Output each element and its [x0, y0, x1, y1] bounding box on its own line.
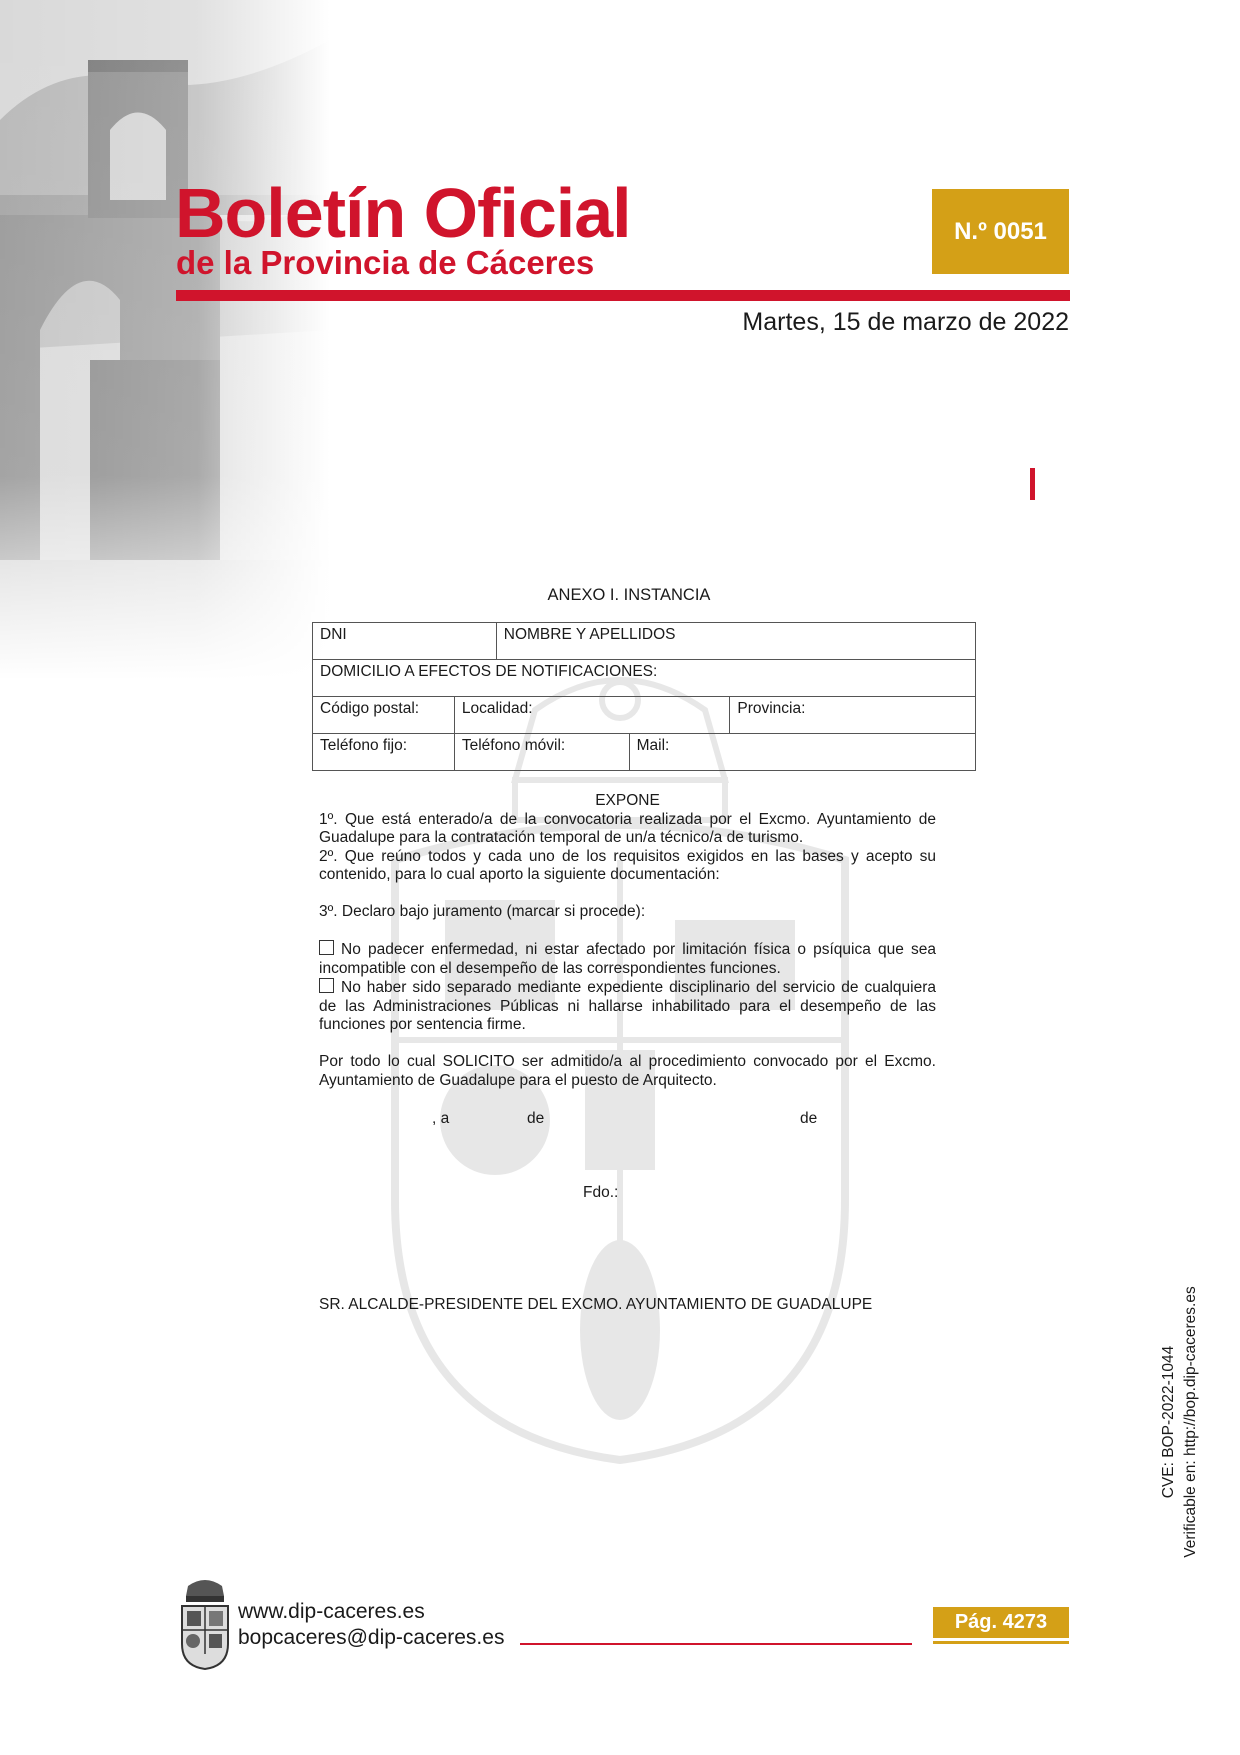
checkbox-2[interactable]	[319, 978, 334, 993]
bulletin-title: Boletín Oficial	[175, 174, 631, 252]
declaration-option-2-text: No haber sido separado mediante expediente disciplinario del servicio de cualquiera de las Administraciones Públicas ni hallarse inhabilitado para el desempeño de las funciones por sentencia firme.	[319, 979, 936, 1033]
declaration-option-1	[319, 940, 936, 978]
verification-url[interactable]: Verificable en: http://bop.dip-caceres.es	[1182, 1286, 1199, 1558]
footer-divider	[520, 1643, 912, 1645]
signature-place: , a	[432, 1110, 450, 1127]
address-cell: DOMICILIO A EFECTOS DE NOTIFICACIONES:	[313, 660, 976, 697]
applicant-data-table	[312, 622, 976, 771]
declaration-option-2	[319, 978, 936, 1035]
locality-cell: Localidad:	[454, 697, 730, 734]
province-coat-of-arms-icon	[178, 1574, 232, 1670]
addressee: SR. ALCALDE-PRESIDENTE DEL EXCMO. AYUNTAMIENTO DE GUADALUPE	[319, 1296, 873, 1313]
paragraph-1: 1º. Que está enterado/a de la convocatoria realizada por el Excmo. Ayuntamiento de Guadalupe para la contratación temporal de un/a técnico/a de turismo.	[319, 810, 936, 846]
cve-verification	[1158, 1247, 1202, 1597]
dni-cell: DNI	[313, 623, 497, 660]
table-row	[313, 734, 976, 771]
table-row	[313, 697, 976, 734]
landline-cell: Teléfono fijo:	[313, 734, 455, 771]
table-row	[313, 623, 976, 660]
background-bridge-photo	[0, 0, 330, 680]
postal-code-cell: Código postal:	[313, 697, 455, 734]
bulletin-subtitle: de la Provincia de Cáceres	[176, 244, 595, 281]
issue-date: Martes, 15 de marzo de 2022	[742, 308, 1069, 336]
section-marker	[1030, 468, 1035, 500]
header-divider	[176, 290, 1070, 301]
cve-code: CVE: BOP-2022-1044	[1160, 1345, 1177, 1499]
page-number-underline	[933, 1641, 1069, 1644]
table-row	[313, 660, 976, 697]
signature-fdo: Fdo.:	[583, 1184, 619, 1201]
mobile-cell: Teléfono móvil:	[454, 734, 629, 771]
checkbox-1[interactable]	[319, 940, 334, 955]
footer-email[interactable]: bopcaceres@dip-caceres.es	[238, 1626, 505, 1649]
annex-title: ANEXO I. INSTANCIA	[547, 586, 711, 604]
page-number-badge: Pág. 4273	[933, 1607, 1069, 1638]
footer-website[interactable]: www.dip-caceres.es	[238, 1600, 425, 1623]
declaration-option-1-text: No padecer enfermedad, ni estar afectado por limitación física o psíquica que sea incompatible con el desempeño de las correspondientes funciones.	[319, 941, 936, 977]
issue-number-badge: N.º 0051	[932, 189, 1069, 274]
request-paragraph: Por todo lo cual SOLICITO ser admitido/a al procedimiento convocado por el Excmo. Ayuntamiento de Guadalupe para el puesto de Arquitecto.	[319, 1053, 936, 1089]
province-cell: Provincia:	[730, 697, 976, 734]
name-cell: NOMBRE Y APELLIDOS	[496, 623, 975, 660]
statement-body	[319, 792, 936, 1090]
paragraph-3: 3º. Declaro bajo juramento (marcar si procede):	[319, 903, 646, 920]
expone-heading: EXPONE	[595, 792, 660, 809]
signature-de-2: de	[800, 1110, 818, 1127]
signature-de-1: de	[527, 1110, 545, 1127]
paragraph-2: 2º. Que reúno todos y cada uno de los requisitos exigidos en las bases y acepto su contenido, para lo cual aporto la siguiente documentación:	[319, 847, 936, 883]
mail-cell: Mail:	[629, 734, 975, 771]
